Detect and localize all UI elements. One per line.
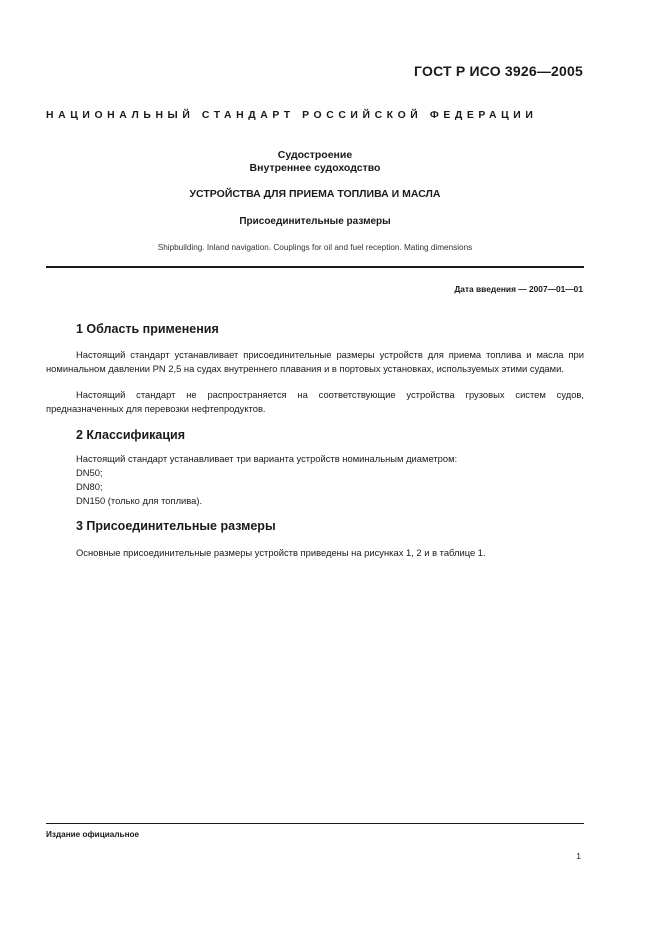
subject-subarea: Внутреннее судоходство: [249, 162, 381, 174]
document-code: ГОСТ Р ИСО 3926—2005: [414, 63, 583, 79]
section-heading-dimensions: 3 Присоединительные размеры: [76, 519, 276, 533]
introduction-date: Дата введения — 2007—01—01: [454, 284, 583, 294]
scope-paragraph-2: Настоящий стандарт не распространяется на соответствующие устройства грузовых систем судов, предназначенных для перевозки нефтепродуктов.: [46, 389, 584, 414]
scope-paragraph-1: Настоящий стандарт устанавливает присоединительные размеры устройств для приема топлива и масла при номинальном давлении PN 2,5 на судах внутреннего плавания и в портовых установках, используемых этими судами.: [46, 349, 584, 374]
classification-paragraph: Настоящий стандарт устанавливает три варианта устройств номинальным диаметром:: [76, 453, 458, 464]
section-heading-classification: 2 Классификация: [76, 428, 186, 442]
dimensions-paragraph: Основные присоединительные размеры устройств приведены на рисунках 1, 2 и в таблице 1.: [76, 547, 486, 558]
edition-label: Издание официальное: [46, 830, 140, 839]
classification-item-dn150: DN150 (только для топлива).: [76, 495, 203, 506]
document-subtitle: Присоединительные размеры: [239, 216, 391, 227]
footer-divider: [46, 823, 584, 824]
classification-item-dn80: DN80;: [76, 481, 103, 492]
title-divider: [46, 266, 584, 268]
classification-item-dn50: DN50;: [76, 467, 103, 478]
english-title: Shipbuilding. Inland navigation. Couplings for oil and fuel reception. Mating dimensions: [157, 243, 473, 252]
subject-area: Судостроение: [277, 149, 353, 161]
page-number: 1: [576, 851, 581, 861]
document-title: УСТРОЙСТВА ДЛЯ ПРИЕМА ТОПЛИВА И МАСЛА: [189, 188, 441, 200]
section-heading-scope: 1 Область применения: [76, 322, 219, 336]
national-standard-banner: НАЦИОНАЛЬНЫЙ СТАНДАРТ РОССИЙСКОЙ ФЕДЕРАЦИИ: [46, 110, 538, 121]
